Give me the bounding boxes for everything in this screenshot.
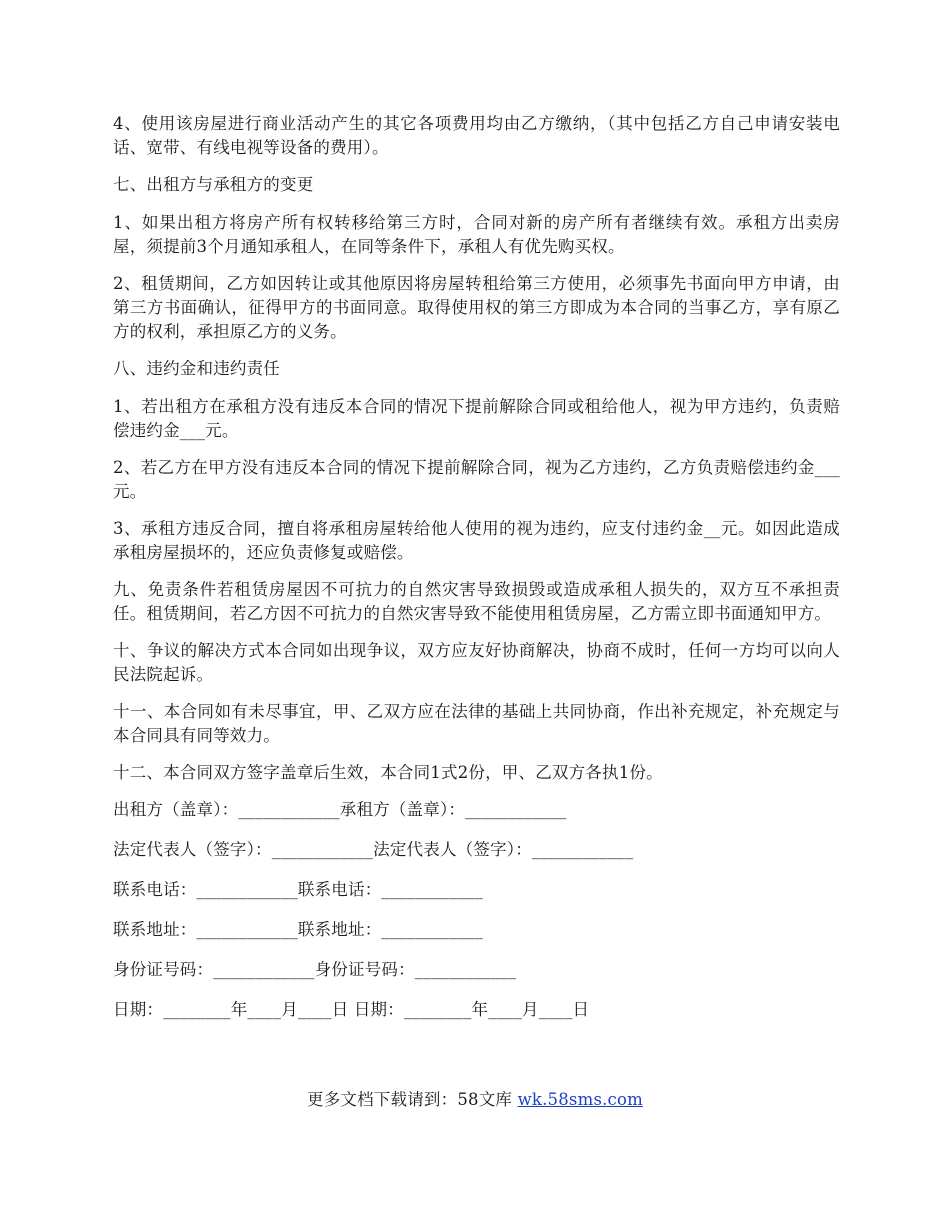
signature-phone: 联系电话：____________联系电话：____________	[113, 880, 483, 899]
clause-4-fees: 4、使用该房屋进行商业活动产生的其它各项费用均由乙方缴纳，（其中包括乙方自己申请安装电话、宽带、有线电视等设备的费用）。	[113, 114, 840, 157]
signature-date: 日期：________年____月____日 日期：________年____月____日	[113, 1000, 590, 1019]
section-12-effect: 十二、本合同双方签字盖章后生效，本合同1式2份，甲、乙双方各执1份。	[113, 763, 663, 782]
section-7-heading: 七、出租方与承租方的变更	[113, 175, 314, 194]
document-body	[113, 112, 840, 1038]
clause-7-2: 2、租赁期间，乙方如因转让或其他原因将房屋转租给第三方使用，必须事先书面向甲方申请，由第三方书面确认，征得甲方的书面同意。取得使用权的第三方即成为本合同的当事乙方，享有原乙方的权利，承担原乙方的义务。	[113, 274, 840, 341]
signature-id-number: 身份证号码：____________身份证号码：____________	[113, 960, 517, 979]
signature-address: 联系地址：____________联系地址：____________	[113, 920, 483, 939]
signature-legal-representative: 法定代表人（签字）：____________法定代表人（签字）：____________	[113, 840, 634, 859]
clause-7-1: 1、如果出租方将房产所有权转移给第三方时，合同对新的房产所有者继续有效。承租方出卖房屋，须提前3个月通知承租人，在同等条件下，承租人有优先购买权。	[113, 213, 840, 256]
download-footer	[0, 1088, 950, 1112]
section-11-supplement: 十一、本合同如有未尽事宜，甲、乙双方应在法律的基础上共同协商，作出补充规定，补充规定与本合同具有同等效力。	[113, 702, 840, 745]
clause-8-1: 1、若出租方在承租方没有违反本合同的情况下提前解除合同或租给他人，视为甲方违约，负责赔偿违约金___元。	[113, 397, 840, 440]
clause-8-3: 3、承租方违反合同，擅自将承租房屋转给他人使用的视为违约，应支付违约金__元。如因此造成承租房屋损坏的，还应负责修复或赔偿。	[113, 519, 840, 562]
section-8-heading: 八、违约金和违约责任	[113, 359, 280, 378]
clause-8-2: 2、若乙方在甲方没有违反本合同的情况下提前解除合同，视为乙方违约，乙方负责赔偿违约金___元。	[113, 458, 840, 501]
section-9-exemption: 九、免责条件若租赁房屋因不可抗力的自然灾害导致损毁或造成承租人损失的，双方互不承担责任。租赁期间，若乙方因不可抗力的自然灾害导致不能使用租赁房屋，乙方需立即书面通知甲方。	[113, 580, 840, 623]
footer-link[interactable]: wk.58sms.com	[517, 1090, 643, 1109]
signature-lessor-lessee: 出租方（盖章）：____________承租方（盖章）：____________	[113, 800, 567, 819]
footer-text: 更多文档下载请到：58文库	[307, 1090, 518, 1109]
section-10-dispute: 十、争议的解决方式本合同如出现争议，双方应友好协商解决，协商不成时，任何一方均可以向人民法院起诉。	[113, 641, 840, 684]
